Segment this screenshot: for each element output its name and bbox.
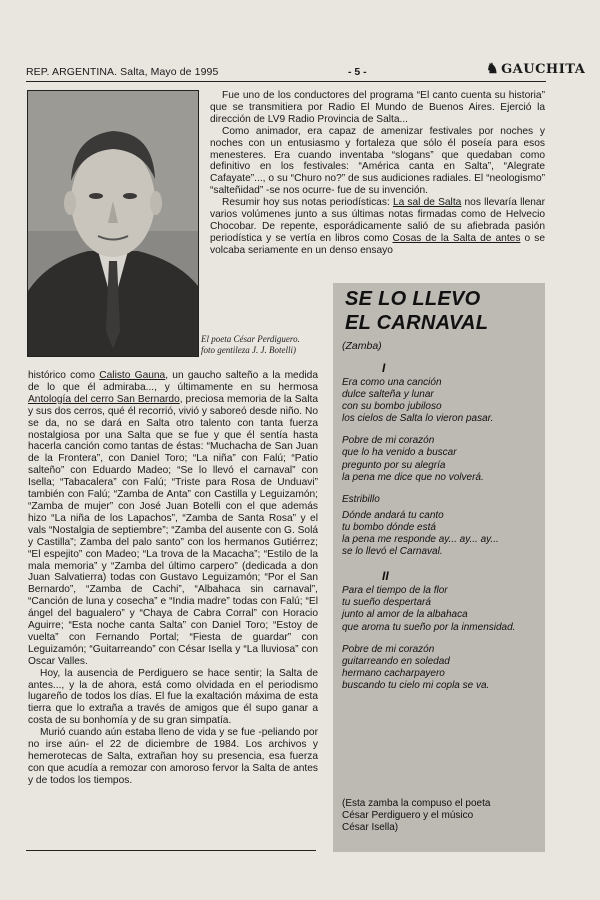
portrait-illustration xyxy=(28,91,198,356)
poem-line: los cielos de Salta lo vieron pasar. xyxy=(342,413,494,425)
note-line: César Perdiguero y el músico xyxy=(342,810,474,821)
poem-line: pregunto por su alegría xyxy=(342,459,446,471)
poem-line: Pobre de mi corazón xyxy=(342,435,435,447)
poem-line: junto al amor de la albahaca xyxy=(342,609,468,621)
article-paragraph xyxy=(28,370,318,668)
poem-line: Pobre de mi corazón xyxy=(342,643,435,655)
text-run: histórico como xyxy=(28,370,100,381)
text-run: Resumir hoy sus notas periodísticas: xyxy=(222,197,393,209)
poem-line: tu bombo dónde está xyxy=(342,521,436,533)
poem-section-number: II xyxy=(382,569,389,584)
poem-line: hermano cacharpayero xyxy=(342,667,445,679)
text-run: nos llevaría llenar varios volúmenes junto a sus últimas notas firmadas como de Helvecio Chocobar. De repente, esporádicamente salió de su afiebrada pasión periodística y se vertía en libros como xyxy=(210,197,545,244)
poem-body xyxy=(342,360,542,692)
article-paragraph: Fue uno de los conductores del programa “El canto cuenta su historia” que se transmitiera por Radio El Mundo de Buenos Aires. Ejerció la dirección de LV9 Radio Provincia de Salta... xyxy=(210,90,545,125)
poem-line: buscando tu cielo mi copla se va. xyxy=(342,679,490,691)
poem-line: tu sueño despertará xyxy=(342,597,431,609)
text-run: o se volcaba seriamente en un denso ensayo xyxy=(210,232,545,256)
poem-line: Dónde andará tu canto xyxy=(342,509,444,521)
poem-title-line: EL CARNAVAL xyxy=(345,312,489,334)
article-paragraph: Como animador, era capaz de amenizar festivales por noches y noches con un entusiasmo y fortaleza que sólo él poseía para esos menesteres. Era cuando inventaba “slogans” que quedaban como definitivo en los festivales: “América canta en Salta”, “Alegrate Cafayate”..., o su “Churo no?” de sus audiciones radiales. El “neologismo” “salteñidad” -se nos ocurre- fue de su invención. xyxy=(210,125,545,197)
text-run: , un gaucho salteño a la medida de lo que él admiraba..., y últimamente en su hermosa xyxy=(28,370,318,393)
note-line: (Esta zamba la compuso el poeta xyxy=(342,798,491,809)
poem-title-line: SE LO LLEVO xyxy=(345,288,481,310)
book-title: Antología del cerro San Bernardo xyxy=(28,393,180,405)
logo-text: GAUCHITA xyxy=(501,62,586,77)
gaucho-figure-icon: ♞ xyxy=(486,61,500,77)
poem-line: se lo llevó el Carnaval. xyxy=(342,546,443,558)
poem-line: con su bombo jubiloso xyxy=(342,401,442,413)
book-title: Cosas de la Salta de antes xyxy=(392,232,521,244)
poem-line: Era como una canción xyxy=(342,377,442,388)
poem-section-number: I xyxy=(382,361,386,375)
publication-logo xyxy=(486,61,585,77)
poem-line: dulce salteña y lunar xyxy=(342,389,434,401)
poem-line: guitarreando en soledad xyxy=(342,655,450,667)
poem-line: la pena me dice que no volverá. xyxy=(342,471,484,483)
poem-title xyxy=(345,287,545,335)
article-paragraph: Hoy, la ausencia de Perdiguero se hace sentir; la Salta de antes..., y la de ahora, está como olvidada en el periodismo lugareño de todos los días. El fue la exaltación máxima de esta tierra que lo extraña a través de amigos que él supo ganar a costa de su bonhomía y de su gran simpatía. xyxy=(28,667,318,727)
article-paragraph: Murió cuando aún estaba lleno de vida y se fue -peliando por no irse aún- el 22 de diciembre de 1984. Los archivos y hemerotecas de Salta, extrañan hoy su presencia, esa fuerza con que acudía a remozar con amoroso fervor la Salta de antes y de todos los tiempos. xyxy=(28,727,318,786)
bottom-divider xyxy=(26,850,316,851)
poem-line: Para el tiempo de la flor xyxy=(342,585,448,597)
estribillo-label: Estribillo xyxy=(342,493,380,505)
book-title: Calisto Gauna xyxy=(99,370,166,381)
text-run: , preciosa memoria de la Salta y sus dos cerros, qué él recorrió, vivió y saboreó desde niño. No se da, no se dará en Salta otro talento con tanta fuerza nostalgiosa por una Salta que se fue y que él sentía hasta hacerla canción como tantas de éstas: “Muchacha de San Juan de la Frontera”, con Daniel Toro; “La niña” con Falú; “Patio salteño” con Eduardo Madeo; “Se lo llevó el carnaval” con Isella; “Tabacalera” con Falú; “Triste para Rosa de Unduavi” también con Falú; “Zamba de Anta” con Castilla y Leguizamón; “Zamba de mujer” con José Juan Botelli con el que además hizo “La niña de los Lapachos”, “Zamba de Santa Rosa” y el vals “Nostalgia de septiembre”; “Zamba del ausente con G. Solá y Castilla”; Zamba del palo santo” con los hermanos Gutiérrez; “El espejito” con Madeo; “La trova de la Macacha”; “Estilo de la mala memoria” y “Zamba del último carpero” (dedicada a don Juan Salvatierra) todas con Gustavo Leguizamón; “Por el San Bernardo”, “Zamba de Cachi”, “Albahaca sin carnaval”, “Canción de luna y cosecha” e “India madre” todas con Falú; “El ángel del bagualero” y “Chaya de Cabra Corral” con Horacio Aguirre; “Esta noche canta Salta” con Daniel Toro; “Estoy de vuelta” con Fernando Portal; “Fiesta de guardar” con Leguizamón; “Guitarreando” con César Isella y “La lluviosa” con Oscar Valles. xyxy=(28,393,318,667)
article-left-column xyxy=(28,370,318,787)
poem-line: que aroma tu sueño por la inmensidad. xyxy=(342,621,516,633)
caption-line: El poeta César Perdiguero. xyxy=(201,334,300,344)
poem-genre: (Zamba) xyxy=(342,340,382,352)
poem-line: que lo ha venido a buscar xyxy=(342,447,457,459)
page-number: - 5 - xyxy=(348,66,367,78)
poem-credit-note xyxy=(342,798,542,834)
header-divider xyxy=(26,81,546,82)
caption-line: foto gentileza J. J. Botelli) xyxy=(201,345,296,355)
book-title: La sal de Salta xyxy=(392,197,462,209)
photo-caption xyxy=(201,334,336,356)
article-paragraph xyxy=(210,197,545,257)
article-top-column xyxy=(210,90,545,257)
header-date-line: REP. ARGENTINA. Salta, Mayo de 1995 xyxy=(26,66,219,78)
note-line: César Isella) xyxy=(342,822,399,833)
poem-line: la pena me responde ay... ay... ay... xyxy=(342,534,499,546)
page-header xyxy=(26,61,586,81)
portrait-photo xyxy=(27,90,199,357)
